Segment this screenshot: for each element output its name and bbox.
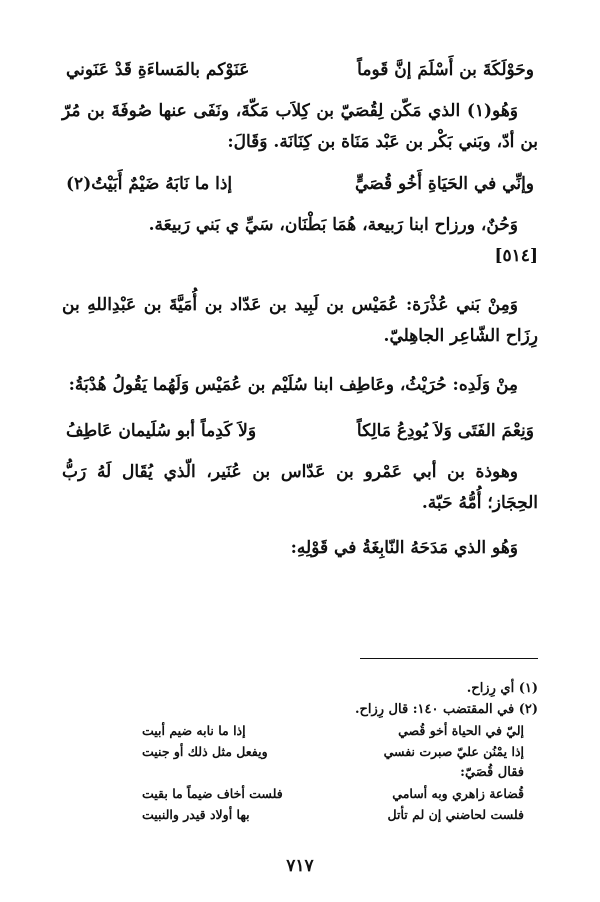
footnote-verse-second-hemistich: فلست أخاف ضيماً ما بقيت <box>142 786 283 801</box>
reference-marker: [٥١٤] <box>494 246 538 266</box>
footnote-verse-first-hemistich: قُضاعة زاهري وبه أسامي <box>392 786 524 801</box>
footnote-verse-second-hemistich: ويفعل مثل ذلك أو جنيت <box>142 744 268 759</box>
verse-first-hemistich: وَنِعْمَ الفَتَى وَلاَ يُودِعُ مَالِكاً <box>356 421 534 441</box>
footnote-verse-second-hemistich: إذا ما نابه ضيم أبيت <box>142 723 246 738</box>
footnote-divider <box>360 658 538 659</box>
footnote-verse-line <box>62 804 538 825</box>
footnote-1: (١) أي رِزاح. <box>466 681 538 696</box>
main-text <box>62 58 538 564</box>
page-number: ٧١٧ <box>286 856 314 876</box>
footnote-verse-first-hemistich: إليّ في الحياة أخو قُصي <box>398 723 524 738</box>
verse-first-hemistich: وإنِّي في الحَيَاةِ أَخُو قُصَيٍّ <box>355 174 534 194</box>
paragraph: وَهُو الذي مَدَحَهُ النّابِغَةُ في قَوْلِهِ: <box>290 538 518 558</box>
footnote-subheading: فقال قُصَيّ: <box>460 765 524 780</box>
paragraph: مِنْ وَلَدِه: حُرَيْثُ، وعَاطِف ابنا سُلَيْم بن عُمَيْس وَلَهُما يَقُولُ هُدْبَةُ: <box>68 375 518 395</box>
footnote-verse-line <box>62 741 538 762</box>
verse-line <box>62 419 538 443</box>
footnote-verse-first-hemistich: فلست لحاضني إن لم تأتل <box>387 807 524 822</box>
footnote-2-intro: (٢) في المقتضب ١٤٠: قال رِزاح. <box>354 702 538 717</box>
verse-second-hemistich: عَنَوْكم بالمَساءَةِ قَدْ عَنَوني <box>66 60 250 80</box>
verse-second-hemistich: وَلاَ كَدِماً أبو سُلَيمان عَاطِفُ <box>66 421 257 441</box>
paragraph: وَمِنْ بَني عُذْرَة: عُمَيْس بن لَبِيد بن عَدّاد بن أُمَيَّةَ بن عَبْدِاللهِ بن رِزَاح الشّاعِر الجاهِليّ. <box>62 295 538 346</box>
verse-line <box>62 58 538 82</box>
footnote-verse-line <box>62 720 538 741</box>
footnote-verse-line <box>62 783 538 804</box>
paragraph: وهوذة بن أبي عَمْرو بن عَدّاس بن عُنَير، الّذي يُقَال لَهُ رَبُّ الحِجَاز؛ أُمُّهُ حَبّة. <box>62 462 538 513</box>
paragraph-text: وَحُنٌ، ورزاح ابنا رَبيعة، هُمَا بَطْنَان، سَيِّ ي بَني رَبيعَة. <box>148 215 518 235</box>
footnotes <box>62 678 538 825</box>
footnote-verse-first-hemistich: إذا يمْنُن عليّ صبرت نفسي <box>383 744 524 759</box>
verse-second-hemistich: إذا ما نَابَهُ ضَيْمٌ أَبَيْتُ(٢) <box>66 174 233 194</box>
paragraph: وَهُو(١) الذي مَكّن لِقُصَيّ بن كِلاَب مَكّةَ، ونَفَى عنها صُوفَةَ بن مُرّ بن أدّ، وبَني بَكْر بن عَبْد مَنَاة بن كِنَانَة. وَقَالَ: <box>62 101 538 152</box>
verse-line <box>62 172 538 196</box>
footnote-verse-second-hemistich: بها أولاد قيدر والنبيت <box>142 807 250 822</box>
verse-first-hemistich: وحَوْلَكَةَ بن أَسْلَمَ إنَّ قَوماً <box>357 60 534 80</box>
paragraph <box>62 210 538 272</box>
